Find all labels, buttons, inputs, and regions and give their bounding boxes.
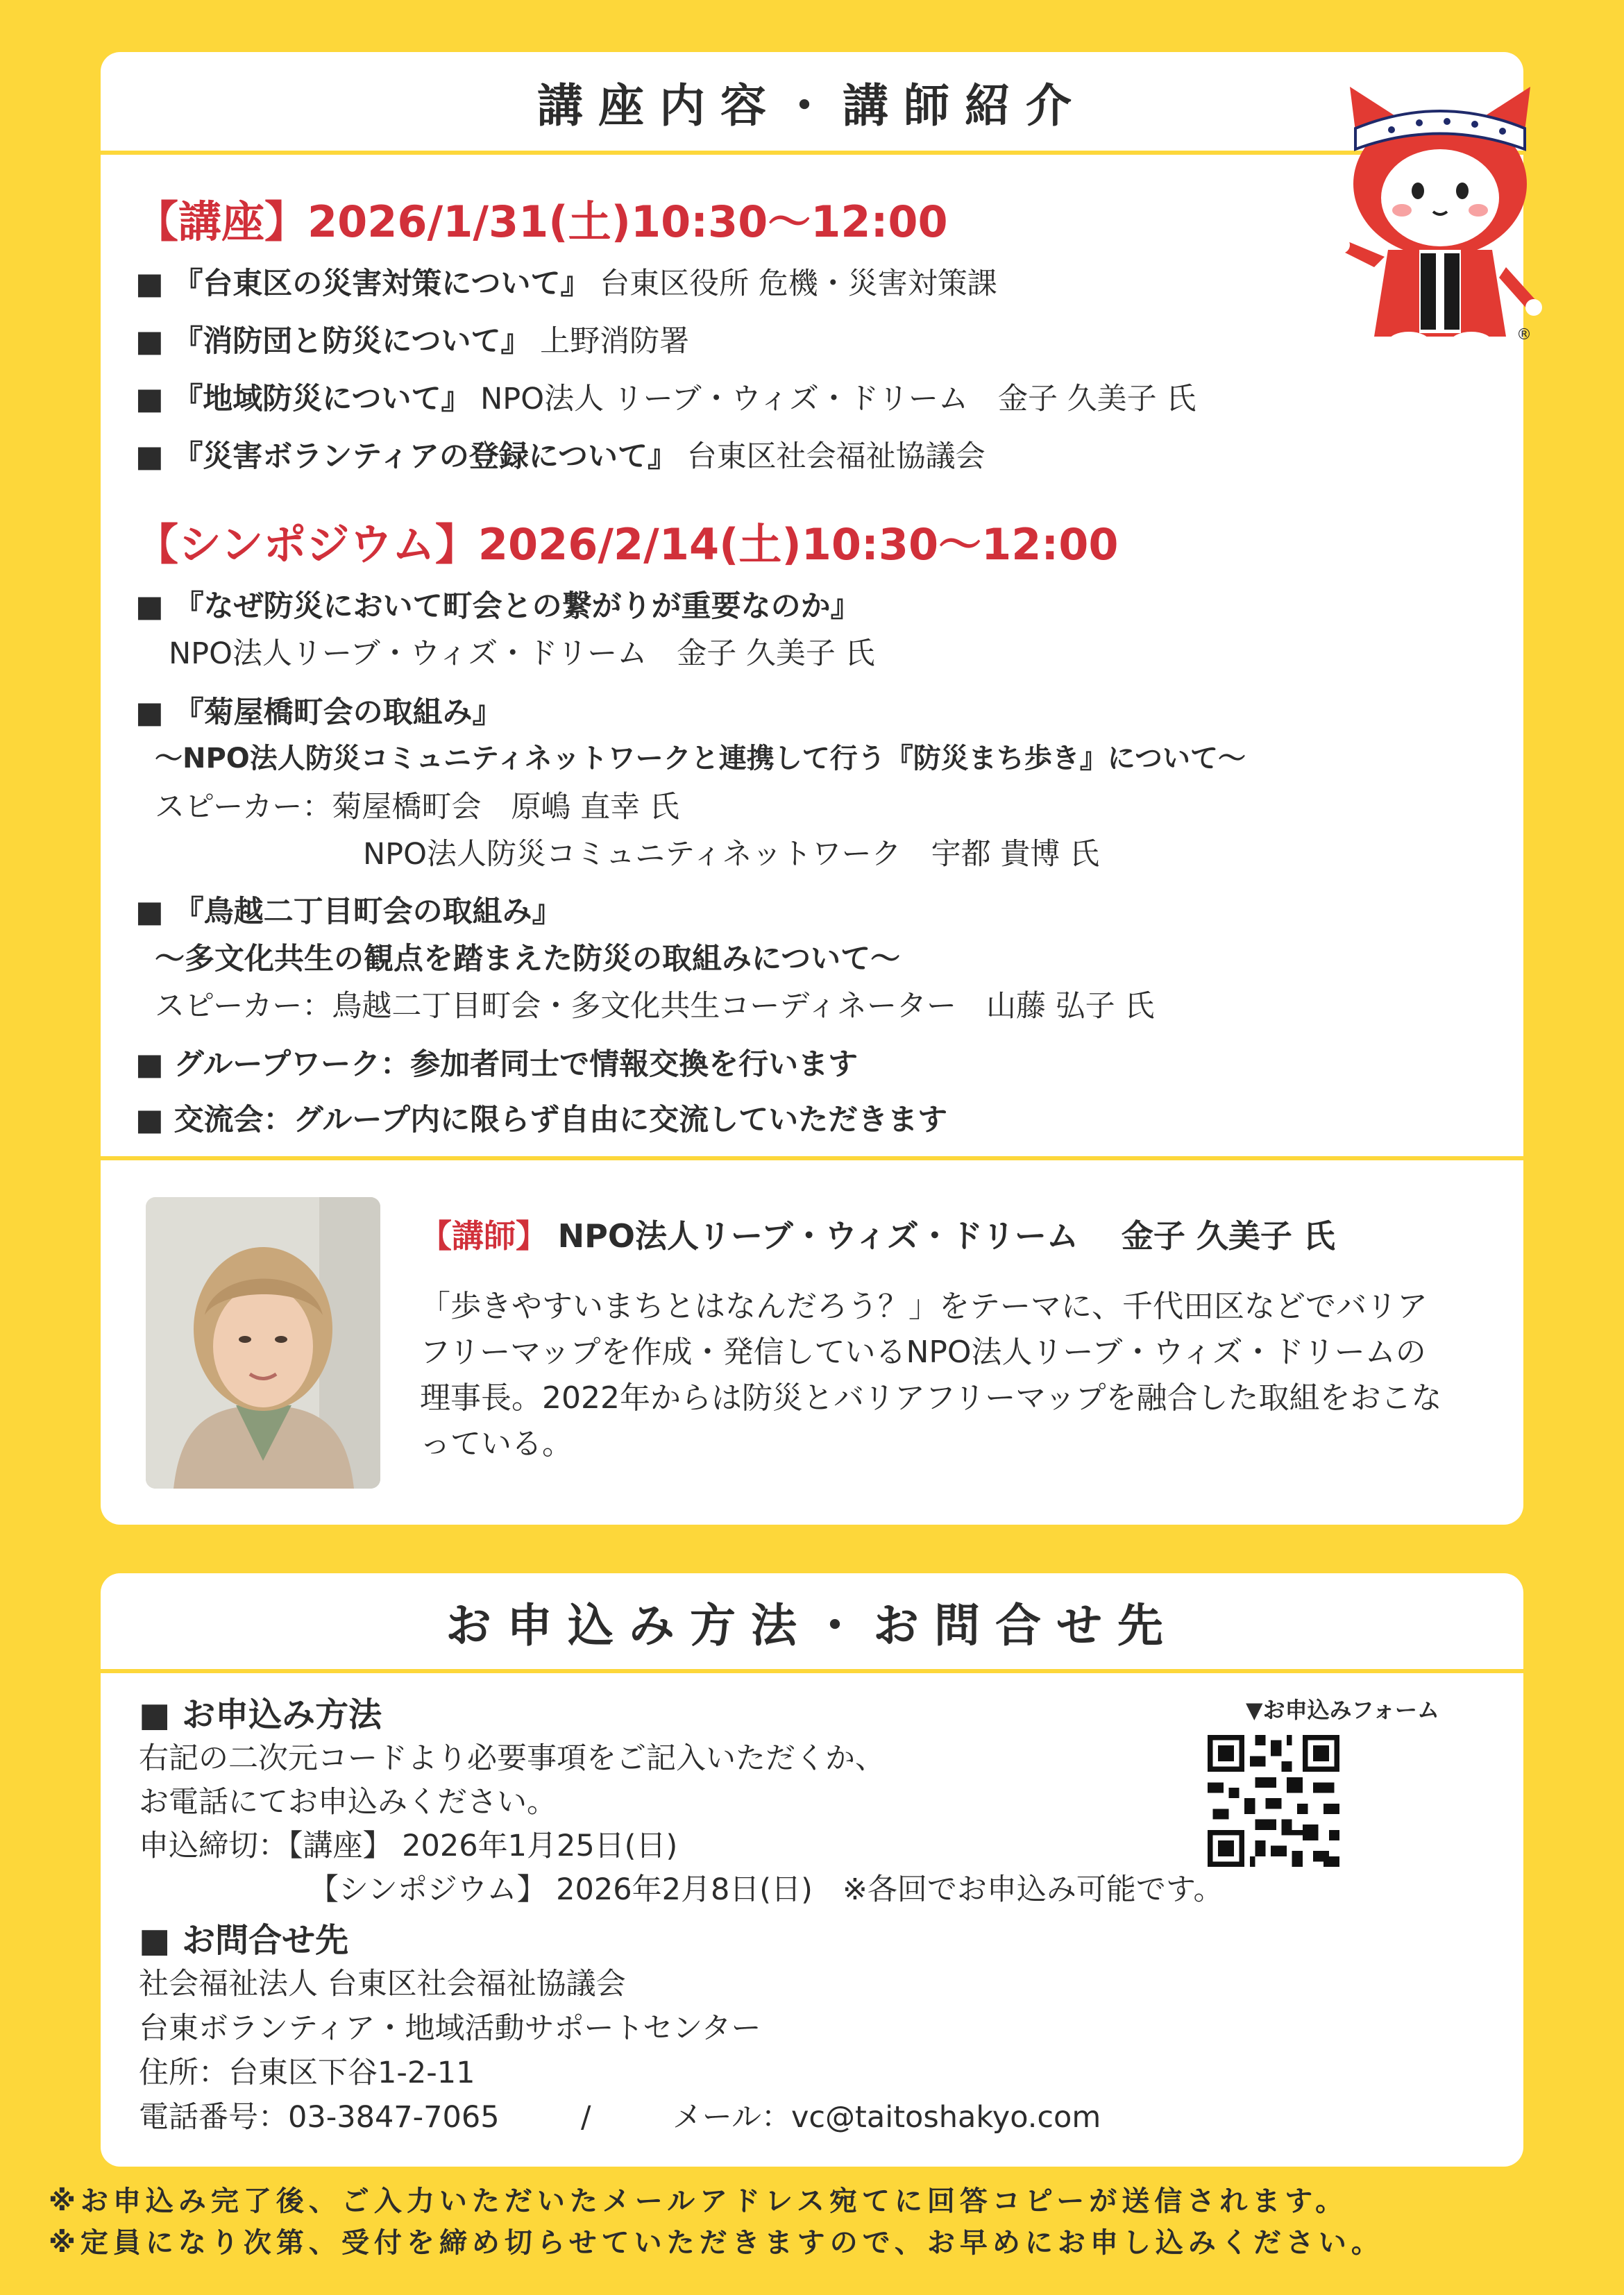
lecture-heading: 【講座】2026/1/31(土)10:30～12:00 (135, 196, 948, 247)
symposium-speaker: スピーカー：菊屋橋町会 原嶋 直幸 氏 (155, 790, 679, 824)
lecture-item-title: 『消防団と防災について』 (173, 324, 531, 359)
lecturer-portrait-icon (146, 1197, 380, 1489)
course-card (101, 52, 1523, 1525)
registered-mark: ® (1516, 326, 1532, 344)
symposium-item-title: ■ 『菊屋橋町会の取組み』 (135, 695, 502, 730)
title-divider (101, 151, 1523, 155)
lecture-item-title: 『災害ボランティアの登録について』 (173, 439, 678, 474)
lecturer-bio: 「歩きやすいまちとはなんだろう？」をテーマに、千代田区などでバリアフリーマップを作成・発信しているNPO法人リーブ・ウィズ・ドリームの理事長。2022年からは防災とバリアフリーマップを融合した取組をおこなっている。 (420, 1289, 1442, 1462)
lecture-item-org: 上野消防署 (540, 324, 690, 359)
symposium-item-title: ■ 『鳥越二丁目町会の取組み』 (135, 895, 562, 929)
lecture-item-org: NPO法人 リーブ・ウィズ・ドリーム 金子 久美子 氏 (480, 382, 1196, 416)
mail-address[interactable]: メール：vc@taitoshakyo.com (672, 2100, 1101, 2135)
contact-separator: / (580, 2100, 591, 2135)
bullet-icon: ■ (139, 1921, 171, 1960)
course-card-title: 講座内容・講師紹介 (537, 78, 1087, 133)
mascot-cat-icon (1336, 80, 1544, 354)
bullet-icon: ■ (135, 895, 164, 929)
bullet-icon: ■ (135, 382, 164, 416)
section-divider (101, 1156, 1523, 1160)
symposium-subtitle: ～NPO法人防災コミュニティネットワークと連携して行う『防災まち歩き』について～ (155, 743, 1246, 774)
symposium-item-title: ■ 『なぜ防災において町会との繋がりが重要なのか』 (135, 589, 861, 624)
networking-item: ■ 交流会：グループ内に限らず自由に交流していただきます (135, 1103, 948, 1137)
group-work-item: ■ グループワーク：参加者同士で情報交換を行います (135, 1047, 858, 1082)
method-text: お電話にてお申込みください。 (139, 1785, 557, 1820)
bullet-icon: ■ (135, 324, 164, 359)
lecture-item (135, 375, 1196, 418)
symposium-speaker: NPO法人防災コミュニティネットワーク 宇都 貴博 氏 (363, 837, 1099, 872)
contact-phone (139, 2094, 1101, 2136)
lecture-item-org: 台東区社会福祉協議会 (686, 439, 986, 474)
contact-heading: ■ お問合せ先 (139, 1921, 349, 1960)
contact-org: 社会福祉法人 台東区社会福祉協議会 (139, 1967, 626, 2001)
lecture-item-title: 『台東区の災害対策について』 (173, 266, 591, 301)
lecture-item (135, 260, 997, 303)
lecturer-name: NPO法人リーブ・ウィズ・ドリーム 金子 久美子 氏 (557, 1217, 1335, 1255)
phone-number[interactable]: 電話番号：03-3847-7065 (139, 2100, 500, 2135)
bullet-icon: ■ (135, 1103, 164, 1137)
apply-card-title: お申込み方法・お問合せ先 (446, 1598, 1178, 1652)
bullet-icon: ■ (135, 695, 164, 730)
bullet-icon: ■ (135, 439, 164, 474)
bullet-icon: ■ (135, 1047, 164, 1082)
lecture-item (135, 433, 986, 475)
apply-card (101, 1573, 1523, 2167)
lecturer-label: 【講師】 (420, 1217, 548, 1255)
deadline-symposium: 【シンポジウム】 2026年2月8日(日) ※各回でお申込み可能です。 (309, 1872, 1224, 1907)
symposium-speaker: スピーカー：鳥越二丁目町会・多文化共生コーディネーター 山藤 弘子 氏 (155, 989, 1155, 1024)
bullet-icon: ■ (135, 589, 164, 624)
title-divider (101, 1669, 1523, 1673)
qr-label: ▼お申込みフォーム (1246, 1697, 1440, 1723)
contact-center: 台東ボランティア・地域活動サポートセンター (139, 2011, 761, 2046)
lecturer-heading (420, 1211, 1335, 1257)
lecture-item (135, 318, 689, 360)
deadline-lecture: 申込締切：【講座】 2026年1月25日(日) (139, 1829, 678, 1863)
method-heading: ■ お申込み方法 (139, 1695, 382, 1734)
bullet-icon: ■ (139, 1695, 171, 1734)
qr-code-icon[interactable] (1208, 1735, 1339, 1867)
symposium-speaker: NPO法人リーブ・ウィズ・ドリーム 金子 久美子 氏 (169, 636, 875, 671)
symposium-subtitle: ～多文化共生の観点を踏まえた防災の取組みについて～ (155, 942, 901, 976)
lecture-item-title: 『地域防災について』 (173, 382, 471, 416)
lecture-item-org: 台東区役所 危機・災害対策課 (600, 266, 997, 301)
footer-note: ※定員になり次第、受付を締め切らせていただきますので、お早めにお申し込みください。 (49, 2227, 1384, 2259)
method-text: 右記の二次元コードより必要事項をご記入いただくか、 (139, 1741, 885, 1776)
footer-note: ※お申込み完了後、ご入力いただいたメールアドレス宛てに回答コピーが送信されます。 (49, 2185, 1348, 2217)
contact-address: 住所：台東区下谷1-2-11 (139, 2056, 475, 2090)
symposium-heading: 【シンポジウム】2026/2/14(土)10:30～12:00 (135, 519, 1119, 570)
lecturer-photo (146, 1197, 380, 1489)
bullet-icon: ■ (135, 266, 164, 301)
